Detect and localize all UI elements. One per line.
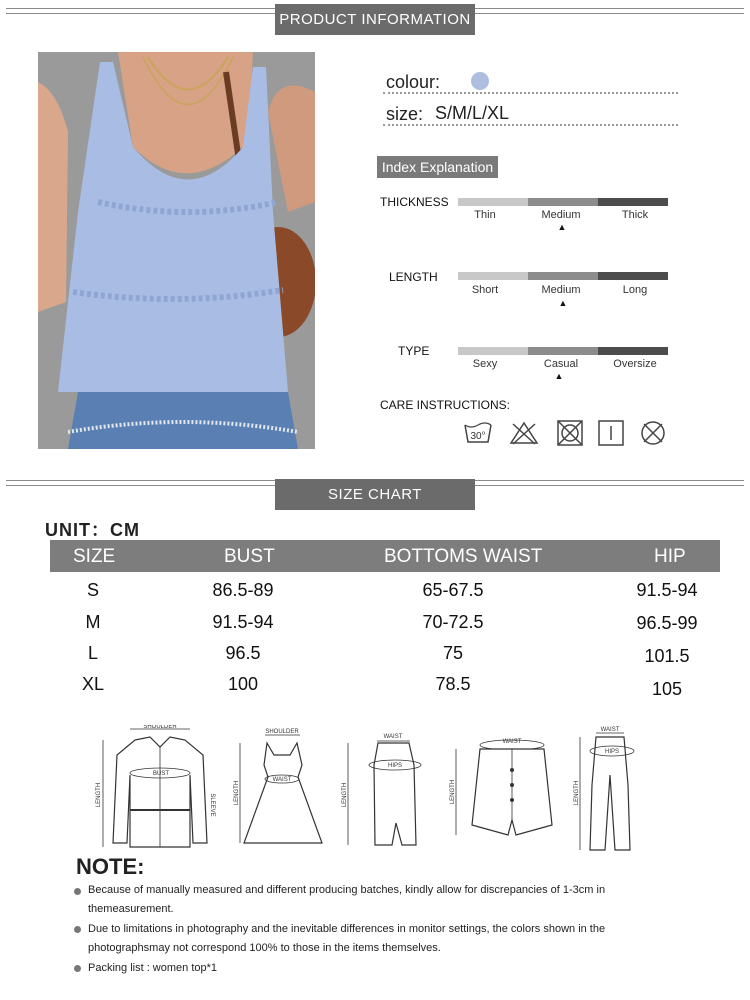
svg-text:LENGTH: LENGTH [450, 779, 456, 805]
size-label: size: [386, 104, 424, 124]
length-selected-marker: ▲ [558, 298, 568, 308]
header-size: SIZE [73, 546, 116, 567]
length-option: Short [471, 284, 499, 296]
note-title: NOTE: [76, 854, 145, 879]
svg-text:HIPS: HIPS [387, 763, 403, 769]
table-cell-waist: 70-72.5 [422, 612, 484, 632]
no-bleach-icon [509, 420, 539, 446]
type-option: Casual [543, 358, 579, 370]
svg-text:SLEEVE: SLEEVE [209, 793, 215, 817]
no-dry-clean-icon [638, 420, 668, 446]
length-bar [458, 272, 668, 280]
dress-diagram [232, 725, 327, 855]
bullet-icon [74, 888, 81, 895]
table-cell-size: M [85, 612, 101, 632]
size-row [383, 102, 678, 126]
size-chart-banner: SIZE CHART [275, 479, 475, 510]
bullet-icon [74, 965, 81, 972]
thickness-option: Thin [474, 209, 496, 221]
table-cell-hip: 101.5 [644, 646, 690, 666]
svg-text:WAIST: WAIST [383, 734, 403, 740]
svg-text:LENGTH: LENGTH [574, 780, 580, 806]
type-option: Oversize [613, 358, 657, 370]
jacket-diagram [95, 725, 220, 855]
type-option: Sexy [472, 358, 498, 370]
header-bust: BUST [224, 546, 275, 567]
wash-temp-label: 30° [470, 431, 486, 442]
care-instructions-label: CARE INSTRUCTIONS: [380, 398, 511, 412]
svg-text:SHOULDER: SHOULDER [265, 729, 299, 735]
type-label: TYPE [398, 344, 430, 358]
svg-text:WAIST: WAIST [502, 739, 522, 745]
unit-label: UNIT：CM [45, 520, 140, 540]
length-label: LENGTH [389, 270, 438, 284]
svg-text:WAIST: WAIST [272, 777, 292, 783]
product-photo [38, 52, 315, 449]
table-cell-bust: 100 [227, 674, 259, 694]
pants-diagram [572, 725, 642, 855]
svg-text:WAIST: WAIST [600, 727, 620, 733]
size-value: S/M/L/XL [435, 103, 510, 123]
svg-text:LENGTH: LENGTH [342, 782, 348, 808]
colour-row [383, 70, 678, 94]
table-cell-bust: 86.5-89 [212, 580, 274, 600]
colour-swatch [471, 72, 489, 90]
table-cell-size: S [86, 580, 99, 600]
note-item: Due to limitations in photography and the inevitable differences in monitor settings, the colors shown in the photographsmay not correspond 100% to those in the items themselves. [88, 923, 606, 954]
thickness-label: THICKNESS [380, 195, 449, 209]
table-cell-waist: 65-67.5 [422, 580, 484, 600]
svg-text:BUST: BUST [153, 771, 170, 777]
shorts-diagram [448, 725, 563, 855]
no-tumble-dry-icon [555, 420, 585, 446]
table-cell-bust: 91.5-94 [212, 612, 274, 632]
table-cell-hip: 91.5-94 [636, 580, 698, 600]
length-option: Long [622, 284, 648, 296]
line-dry-icon [596, 420, 626, 446]
thickness-selected-marker: ▲ [557, 222, 567, 232]
note-item: Because of manually measured and different producing batches, kindly allow for discrepancies of 1-3cm in themeasurement. [88, 884, 606, 915]
table-cell-hip: 96.5-99 [636, 613, 698, 633]
bullet-icon [74, 926, 81, 933]
svg-text:LENGTH: LENGTH [96, 782, 102, 808]
type-selected-marker: ▲ [554, 371, 564, 381]
table-cell-waist: 75 [442, 643, 464, 663]
product-info-banner: PRODUCT INFORMATION [275, 4, 475, 35]
header-bottoms-waist: BOTTOMS WAIST [384, 546, 543, 567]
table-cell-waist: 78.5 [435, 674, 471, 694]
length-option: Medium [541, 284, 581, 296]
svg-text:HIPS: HIPS [604, 749, 620, 755]
svg-text:SHOULDER: SHOULDER [143, 725, 177, 730]
thickness-option: Medium [541, 209, 581, 221]
wash-30-icon [463, 420, 493, 446]
table-cell-size: L [87, 643, 98, 663]
skirt-diagram [340, 725, 430, 855]
type-bar [458, 347, 668, 355]
colour-label: colour: [386, 72, 441, 92]
table-cell-size: XL [81, 674, 105, 694]
thickness-option: Thick [621, 209, 649, 221]
svg-text:LENGTH: LENGTH [234, 780, 240, 806]
note-item: Packing list : women top*1 [88, 962, 218, 974]
table-cell-hip: 105 [651, 679, 683, 699]
index-explanation-title: Index Explanation [377, 156, 498, 178]
header-hip: HIP [654, 546, 686, 567]
table-cell-bust: 96.5 [225, 643, 261, 663]
thickness-bar [458, 198, 668, 206]
